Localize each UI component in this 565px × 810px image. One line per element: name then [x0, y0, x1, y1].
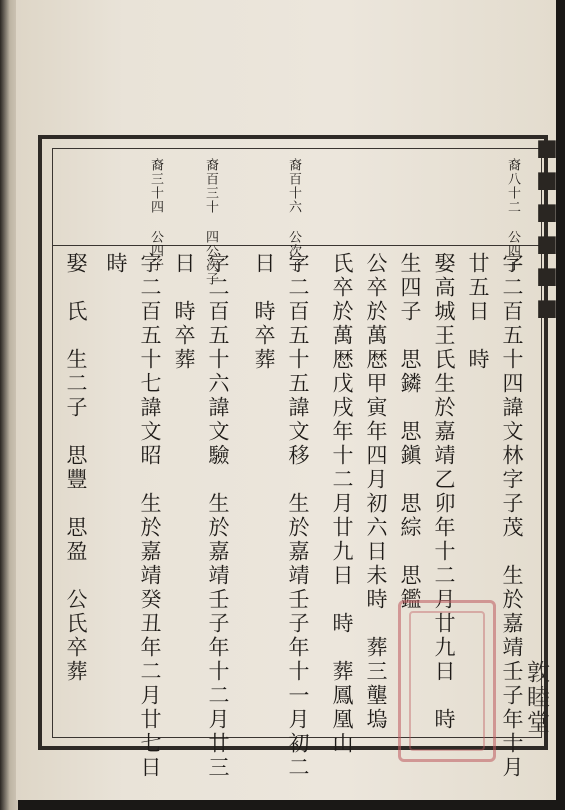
entry-column: 氏卒於萬厯戊戌年十二月廿九日 時 葬鳳凰山 — [330, 252, 354, 756]
red-seal-stamp — [398, 600, 496, 762]
header-note: 裔八十二 公四子 — [505, 158, 520, 272]
entry-column: 字二百五十六諱文驗 生於嘉靖壬子年十二月廿三 — [206, 252, 230, 780]
header-note: 裔百三十 四公次子 — [203, 158, 218, 286]
entry-column: 日 時卒葬 — [252, 252, 276, 372]
entry-column: 娶 氏 生二子 思豐 思盈 公氏卒葬 — [64, 252, 88, 684]
entry-column: 字二百五十七諱文昭 生於嘉靖癸丑年二月廿七日 — [138, 252, 162, 780]
entry-column: 日 時卒葬 — [172, 252, 196, 372]
entry-column: 字二百五十五諱文移 生於嘉靖壬子年十一月初二 — [286, 252, 310, 780]
entry-column: 生四子 思鏻 思鎭 思綜 思鑑 — [398, 252, 422, 612]
entry-column: 時 — [104, 252, 128, 276]
page-title: ■■■■■■ — [534, 135, 560, 327]
entry-column: 娶高城王氏生於嘉靖乙卯年十二月廿九日 時 — [432, 252, 456, 732]
entry-column: 公卒於萬厯甲寅年四月初六日未時 葬三壟塢 — [364, 252, 388, 732]
header-note: 裔百十六 公次子 — [286, 158, 301, 272]
header-note: 裔三十四 公四子 — [148, 158, 163, 272]
entry-column: 字二百五十四諱文林字子茂 生於嘉靖壬子年十月 — [500, 252, 524, 780]
hall-name: 敦睦堂 — [523, 660, 549, 735]
entry-column: 廿五日 時 — [466, 252, 490, 372]
